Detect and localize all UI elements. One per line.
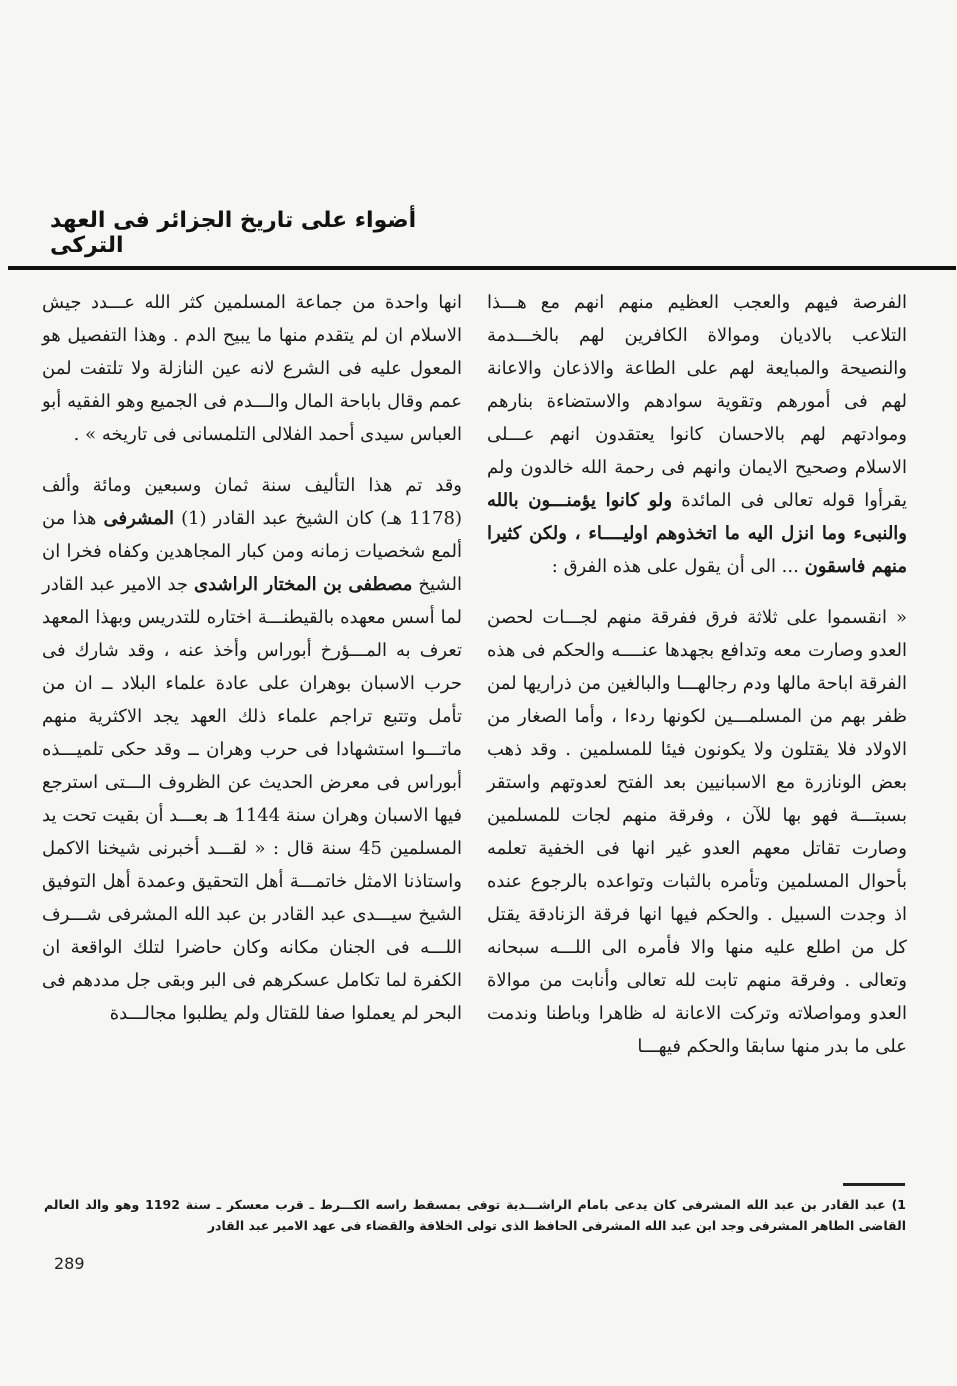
left-paragraph-2-mid: هذا من ألمع شخصيات زمانه ومن كبار المجاهدين وكفاه فخرا ان الشيخ (42, 508, 462, 595)
page-number: 289 (54, 1254, 85, 1273)
right-paragraph-1-quran-quote: ولو كانوا يؤمنـــون بالله والنبىء وما انزل اليه ما اتخذوهم اوليــــاء ، ولكن كثيرا منهم فاسقون (487, 490, 907, 577)
footnote: 1) عبد القادر بن عبد الله المشرفى كان يدعى بامام الراشـــدية توفى بمسقط راسه الكـــرط ـ قرب معسكر ـ سنة 1192 وهو والد العالم القاضى الطاهر المشرفى وجد ابن عبد الله المشرفى الحافظ الذى تولى الخلافة والقضاء فى عهد الامير عبد القادر (44, 1197, 906, 1233)
right-column (487, 286, 907, 1063)
left-paragraph-2-start: وقد تم هذا التأليف سنة ثمان وسبعين ومائة وألف (1178 هـ) كان الشيخ عبد القادر (1) (42, 475, 462, 529)
right-paragraph-1-end: ... الى أن يقول على هذه الفرق : (551, 556, 799, 577)
right-paragraph-1-text: الفرصة فيهم والعجب العظيم منهم انهم مع هـــذا التلاعب بالاديان وموالاة الكافرين لهم بالخـــدمة والنصيحة والمبايعة لهم على الطاعة والاذعان والاعانة لهم فى أمورهم وتقوية سوادهم والاستضاءة بنارهم وموادتهم لهم بالاحسان كانوا يعتقدون انهم عـــلى الاسلام وصحيح الايمان وانهم فى رحمة الله خالدون ولم يقرأوا قوله تعالى فى المائدة (487, 292, 908, 511)
left-paragraph-1: انها واحدة من جماعة المسلمين كثر الله عـــدد جيش الاسلام ان لم يتقدم منها ما يبيح الدم . وهذا التفصيل هو المعول عليه فى الشرع لانه عين النازلة ولا تلتفت لمن عمم وقال باباحة المال والـــدم فى الجميع وهو الفقيه أبو العباس سيدى أحمد الفلالى التلمسانى فى تاريخه » . (42, 292, 462, 445)
right-paragraph-2: « انقسموا على ثلاثة فرق ففرقة منهم لجـــات لحصن العدو وصارت معه وتدافع بجهدها عنــــه والحكم فى هذه الفرقة اباحة مالها ودم رجالهـــا والبالغين من ذراريها لمن ظفر بهم من المسلمـــين لكونها ردءا ، وأما الصغار من الاولاد فلا يقتلون ولا يكونون فيئا للمسلمين . وقد ذهب بعض الونازرة مع الاسبانيين بعد الفتح لعدوتهم واستقر بسبتـــة فهو بها للآن ، وفرقة منهم لجات للمسلمين وصارت تقاتل معهم العدو غير انها فى الخفية تعلمه بأحوال المسلمين وتأمره بالثبات وتواعده بالرجوع عنده اذ وجدت السبيل . والحكم فيها انها فرقة الزنادقة يقتل كل من اطلع عليه منها والا فأمره الى اللـــه سبحانه وتعالى . وفرقة منهم تابت لله تعالى وأنابت من موالاة العدو ومواصلاته وتركت الاعانة له ظاهرا وباطنا وندمت على ما بدر منها سابقا والحكم فيهـــا (487, 607, 907, 1057)
left-paragraph-2-name-1: المشرفى (103, 508, 174, 529)
left-paragraph-2-name-2: مصطفى بن المختار الراشدى (194, 574, 413, 595)
left-column (42, 286, 462, 1030)
running-header-title: أضواء على تاريخ الجزائر فى العهد التركى (50, 208, 417, 258)
left-paragraph-2-rest: جد الامير عبد القادر لما أسس معهده بالقيطنـــة اختاره للتدريس وبهذا المعهد تعرف به المـــؤرخ أبوراس وأخذ عنه ، وقد شارك فى حرب الاسبان بوهران على عادة علماء البلاد ــ ان من تأمل وتتبع تراجم علماء ذلك العهد يجد الاكثرية منهم ماتـــوا استشهادا فى حرب وهران ــ وقد حكى تلميـــذه أبوراس فى معرض الحديث عن الظروف الـــتى استرجع فيها الاسبان وهران سنة 1144 هـ بعـــد أن بقيت تحت يد المسلمين 45 سنة قال : « لقـــد أخبرنى شيخنا الاكمل واستاذنا الامثل خاتمـــة أهل التحقيق وعمدة أهل التوفيق الشيخ سيـــدى عبد القادر بن عبد الله المشرفى شـــرف اللـــه فى الجنان مكانه وكان حاضرا لتلك الواقعة ان الكفرة لما تكامل عسكرهم فى البر وبقى جل مددهم فى البحر لم يعملوا صفا للقتال ولم يطلبوا مجالـــدة (42, 574, 462, 1024)
right-paragraph-1 (487, 286, 907, 583)
footnote-rule (843, 1183, 905, 1186)
header-rule (8, 266, 956, 270)
left-paragraph-2 (42, 469, 462, 1030)
